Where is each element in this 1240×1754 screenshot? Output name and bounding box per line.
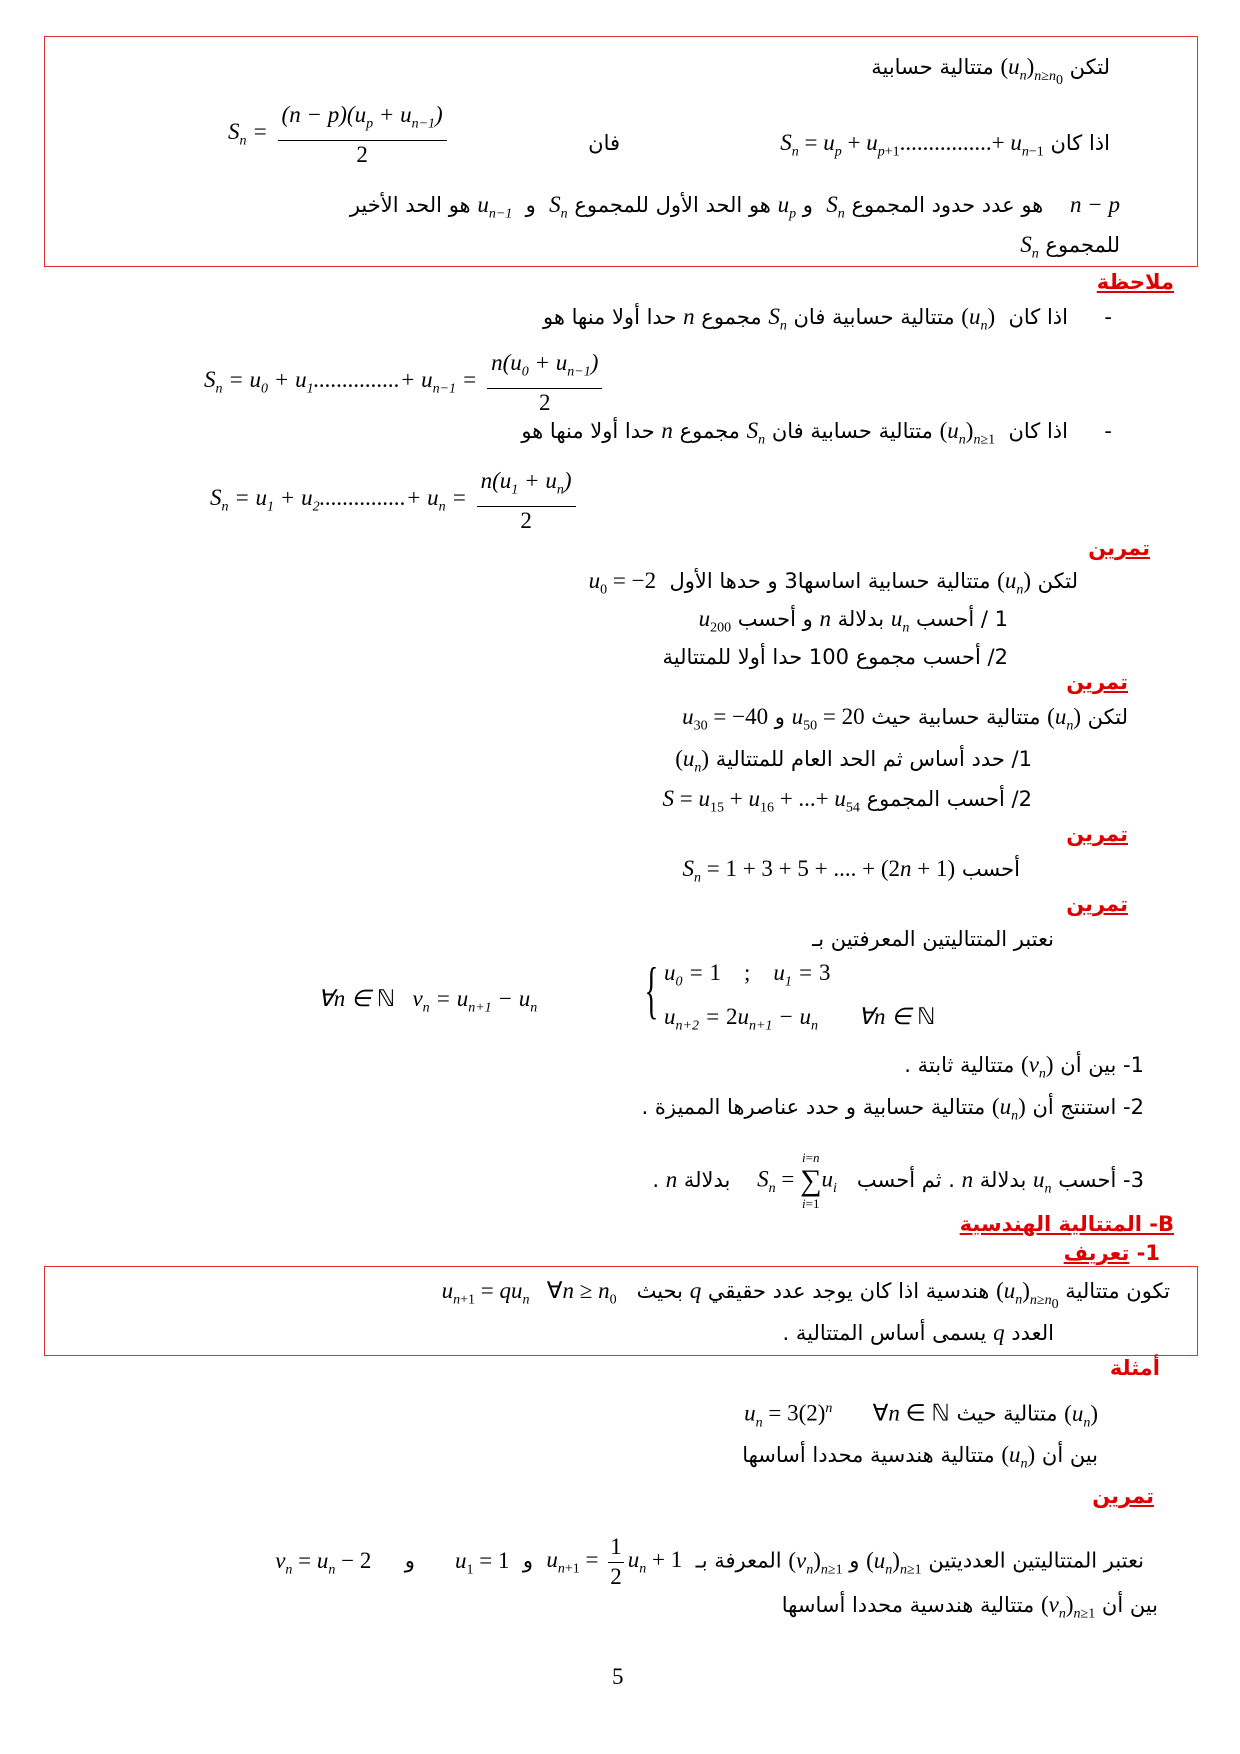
exercise2-line1: لتكن $(u_n)$ متتالية حسابية حيث $u_{50} = 20$ و $u_{30} = -40$ bbox=[682, 704, 1128, 734]
exercise2-line3: 2/ أحسب المجموع $S = u_{15} + u_{16}$ + ...+ $u_{54}$ bbox=[662, 786, 1032, 816]
exercise4-q2: 2- استنتج أن $(u_n)$ متتالية حسابية و حدد عناصرها المميزة . bbox=[641, 1094, 1144, 1124]
box1-line2: اذا كان $S_n = u_p + u_{p+1}................+ u_{n-1}$ bbox=[780, 130, 1110, 160]
exercise2-line2: 1/ حدد أساس ثم الحد العام للمتتالية $(u_n)$ bbox=[675, 746, 1032, 776]
note-formula-1: $S_n = u_0 + u_1...............+ u_{n-1}$ = $\frac{n(u_0 + u_{n-1})}{2}$ bbox=[204, 348, 606, 417]
exercise5-line1: نعتبر المتتاليتين العدديتين $(u_n)_{n\ge 1}$ و $(v_n)_{n\ge 1}$ المعرفة بـ $u_{n+1}$ = $\frac{1}{2}$ $u_n + 1$ و $u_1 = 1$ و $v_n = u_n - 2$ bbox=[275, 1534, 1144, 1589]
exercise1-line3: 2/ أحسب مجموع 100 حدا أولا للمتتالية bbox=[662, 645, 1008, 669]
exercise4-q3: 3- أحسب $u_n$ بدلالة n . ثم أحسب $S_n$ = i=n ∑ i=1 $u_i$ بدلالة n . bbox=[652, 1150, 1144, 1211]
definition-heading: 1- تعريف bbox=[1063, 1241, 1160, 1265]
page-number: 5 bbox=[612, 1664, 624, 1689]
exercise3-title: تمرين bbox=[1066, 822, 1128, 846]
box1-then: فان bbox=[588, 131, 620, 155]
exercise1-line1: لتكن $(u_n)$ متتالية حسابية اساسها3 و حدها الأول $u_0 = -2$ bbox=[588, 568, 1078, 598]
exercise1-line2: 1 / أحسب $u_n$ بدلالة n و أحسب $u_{200}$ bbox=[698, 606, 1008, 636]
v-definition: ∀n ∈ ℕ $v_n = u_{n+1} - u_n$ bbox=[318, 986, 538, 1016]
section-b-title: B- المتتالية الهندسية bbox=[959, 1212, 1174, 1236]
exercise4-intro: نعتبر المتتاليتين المعرفتين بـ bbox=[812, 927, 1054, 951]
exercise5-title: تمرين bbox=[1092, 1484, 1154, 1508]
exercise3-line1: أحسب $S_n = 1 + 3 + 5$ + .... + (2n + 1) bbox=[682, 856, 1020, 886]
note-item2: اذا كان $(u_n)_{n\ge 1}$ متتالية حسابية فان $S_n$ مجموع n حدا أولا منها هو bbox=[521, 418, 1068, 448]
examples-line2: بين أن $(u_n)$ متتالية هندسية محددا أساسها bbox=[742, 1442, 1098, 1472]
system-brace: { bbox=[644, 954, 659, 1025]
box1-sum-formula: $S_n$ = $\frac{(n - p)(u_p + u_{n-1})}{2}$ bbox=[228, 100, 451, 169]
exercise1-title: تمرين bbox=[1088, 536, 1150, 560]
definition-line2: العدد q يسمى أساس المتتالية . bbox=[782, 1320, 1054, 1345]
definition-line1: تكون متتالية $(u_n)_{n\ge n_0}$ هندسية اذا كان يوجد عدد حقيقي q بحيث $u_{n+1} = qu_n$ ∀n ≥ $n_0$ bbox=[441, 1278, 1170, 1312]
box1-line1: لتكن $(u_n)_{n\ge n_0}$ متتالية حسابية bbox=[871, 54, 1110, 88]
box1-line3: n − p هو عدد حدود المجموع $S_n$ و $u_p$ هو الحد الأول للمجموع $S_n$ و $u_{n-1}$ هو الحد الأخير bbox=[349, 192, 1120, 222]
note-title: ملاحظة bbox=[1096, 270, 1174, 294]
exercise4-q1: 1- بين أن $(v_n)$ متتالية ثابتة . bbox=[904, 1052, 1144, 1082]
note-formula-2: $S_n = u_1 + u_2...............+ u_n$ = $\frac{n(u_1 + u_n)}{2}$ bbox=[210, 466, 580, 535]
exercise5-line2: بين أن $(v_n)_{n\ge 1}$ متتالية هندسية محددا أساسها bbox=[781, 1592, 1158, 1622]
box1-line4: للمجموع $S_n$ bbox=[1020, 232, 1120, 262]
system-line2: $u_{n+2} = 2u_{n+1} - u_n$ ∀n ∈ ℕ bbox=[664, 1004, 936, 1034]
examples-line1: $(u_n)$ متتالية حيث $u_n = 3(2)^n$ ∀n ∈ ℕ bbox=[744, 1400, 1098, 1431]
note-item1: اذا كان $(u_n)$ متتالية حسابية فان $S_n$ مجموع n حدا أولا منها هو bbox=[543, 304, 1068, 334]
note-bullet-2: - bbox=[1104, 419, 1112, 443]
system-line1: $u_0 = 1$ ; $u_1 = 3$ bbox=[664, 960, 831, 990]
examples-title: أمثلة bbox=[1109, 1356, 1160, 1380]
exercise4-title: تمرين bbox=[1066, 892, 1128, 916]
note-bullet-1: - bbox=[1104, 305, 1112, 329]
exercise2-title: تمرين bbox=[1066, 670, 1128, 694]
